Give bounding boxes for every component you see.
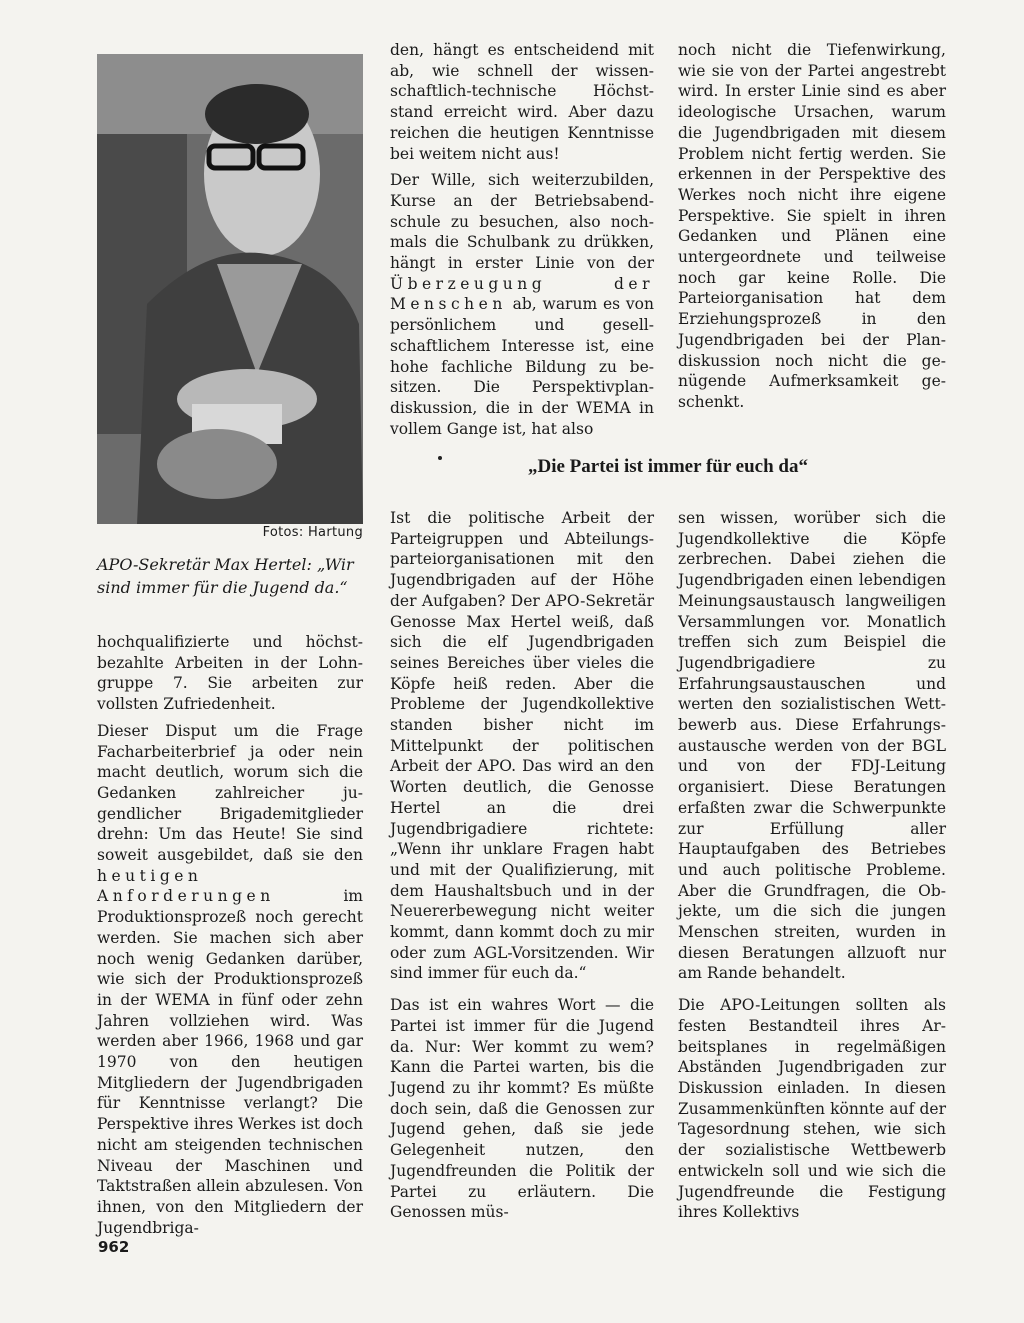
paragraph: Die APO-Leitungen sollten als festen Bestandteil ihres Arbeitsplanes in regelmäßigen Abständen Jugendbrigaden zur Diskussion einladen. In diesen Zusammenkünften könnte auf der Tagesordnung stehen, wie sich der sozialistische Wettbewerb entwickeln soll und wie sich die Jugendfreunde die Festigung ihres Kollektivs: [678, 996, 946, 1222]
photo-caption: APO-Sekretär Max Hertel: „Wir sind immer für die Jugend da.“: [97, 555, 354, 597]
photo-credit: Fotos: Hartung: [262, 525, 363, 540]
page-number: 962: [98, 1238, 130, 1256]
paragraph: Dieser Disput um die Frage Facharbeiterbrief ja oder nein macht deutlich, worum sich die Gedanken zahlreicher jugendlicher Brigademitglieder drehn: Um das Heute! Sie sind soweit ausgebildet, daß sie den heutigen Anforderungen im Produktionsprozeß noch gerecht werden. Sie machen sich aber noch wenig Gedanken darüber, wie sich der Produktionsprozeß in der WEMA in fünf oder zehn Jahren vollziehen wird. Was werden aber 1966, 1968 und gar 1970 von den heutigen Mitgliedern der Jugendbrigaden für Kenntnisse verlangt? Die Perspektive ihres Werkes ist doch nicht am steigenden technischen Niveau der Maschinen und Taktstraßen allein abzulesen. Von ihnen, von den Mitgliedern der Jugendbriga-: [97, 721, 363, 1237]
lower-column-1: [97, 632, 363, 1244]
paragraph: den, hängt es entscheidend mit ab, wie schnell der wissenschaftlich-technische Höchststand erreicht wird. Aber dazu reichen die heutigen Kenntnisse bei weitem nicht aus!: [390, 41, 654, 163]
paragraph: sen wissen, worüber sich die Jugendkollektive die Köpfe zerbrechen. Dabei ziehen die Jugendbrigaden einen lebendigen Meinungsaustausch langweiligen Versammlungen vor. Monatlich treffen sich zum Beispiel die Jugendbrigadiere zu Erfahrungsaustauschen und werten den sozialistischen Wettbewerb aus. Diese Erfahrungsaustausche werden von der BGL und von der FDJ-Leitung organisiert. Diese Beratungen erfaßten zwar die Schwerpunkte zur Erfüllung aller Hauptaufgaben des Betriebes und auch politische Probleme. Aber die Grundfragen, die Objekte, um die sich die jungen Menschen streiten, wurden in diesen Beratungen allzuoft nur am Rande behandelt.: [678, 509, 946, 983]
paragraph: Der Wille, sich weiterzubilden, Kurse an der Betriebsabendschule zu besuchen, also nochmals die Schulbank zu drükken, hängt in erster Linie von der Überzeugung der Menschen ab, warum es von persönlichem und gesellschaftlichem Interesse ist, eine hohe fachliche Bildung zu besitzen. Die Perspektivplandiskussion, die in der WEMA in vollem Gange ist, hat also: [390, 171, 654, 438]
paragraph: Das ist ein wahres Wort — die Partei ist immer für die Jugend da. Nur: Wer kommt zu wem? Kann die Partei warten, bis die Jugend zu ihr kommt? Es müßte doch sein, daß die Genossen zur Jugend gehen, daß sie jede Gelegenheit nutzen, den Jugendfreunden die Politik der Partei zu erläutern. Die Genossen müs-: [390, 996, 654, 1222]
lower-column-2: [390, 508, 654, 1229]
portrait-illustration: [97, 54, 363, 524]
paragraph: noch nicht die Tiefenwirkung, wie sie von der Partei angestrebt wird. In erster Linie sind es aber ideologische Ursachen, warum die Jugendbrigaden mit diesem Problem nicht fertig werden. Sie erkennen in der Perspektive des Werkes noch nicht ihre eigene Perspektive. Sie spielt in ihren Gedanken und Plänen eine untergeordnete und teilweise noch gar keine Rolle. Die Parteiorganisation hat dem Erziehungsprozeß in den Jugendbrigaden bei der Plandiskussion noch nicht die genügende Aufmerksamkeit geschenkt.: [678, 41, 946, 411]
paragraph: hochqualifizierte und höchstbezahlte Arbeiten in der Lohngruppe 7. Sie arbeiten zur vollsten Zufriedenheit.: [97, 633, 363, 714]
upper-column-2: [390, 40, 654, 445]
portrait-photo: [97, 54, 363, 524]
lower-column-3: [678, 508, 946, 1229]
upper-column-3: [678, 40, 946, 419]
paragraph: Ist die politische Arbeit der Parteigruppen und Abteilungsparteiorganisationen mit den Jugendbrigaden auf der Höhe der Aufgaben? Der APO-Sekretär Genosse Max Hertel weiß, daß sich die elf Jugendbrigaden seines Bereiches über vieles die Köpfe heiß reden. Aber die Probleme der Jugendkollektive standen bisher nicht im Mittelpunkt der politischen Arbeit der APO. Das wird an den Worten deutlich, die Genosse Hertel an die drei Jugendbrigadiere richtete: „Wenn ihr unklare Fragen habt und mit der Qualifizierung, mit dem Haushaltsbuch und in der Neuererbewegung nicht weiter kommt, dann kommt doch zu mir oder zum AGL-Vorsitzenden. Wir sind immer für euch da.“: [390, 509, 654, 983]
article-headline: „Die Partei ist immer für euch da“: [527, 456, 809, 477]
